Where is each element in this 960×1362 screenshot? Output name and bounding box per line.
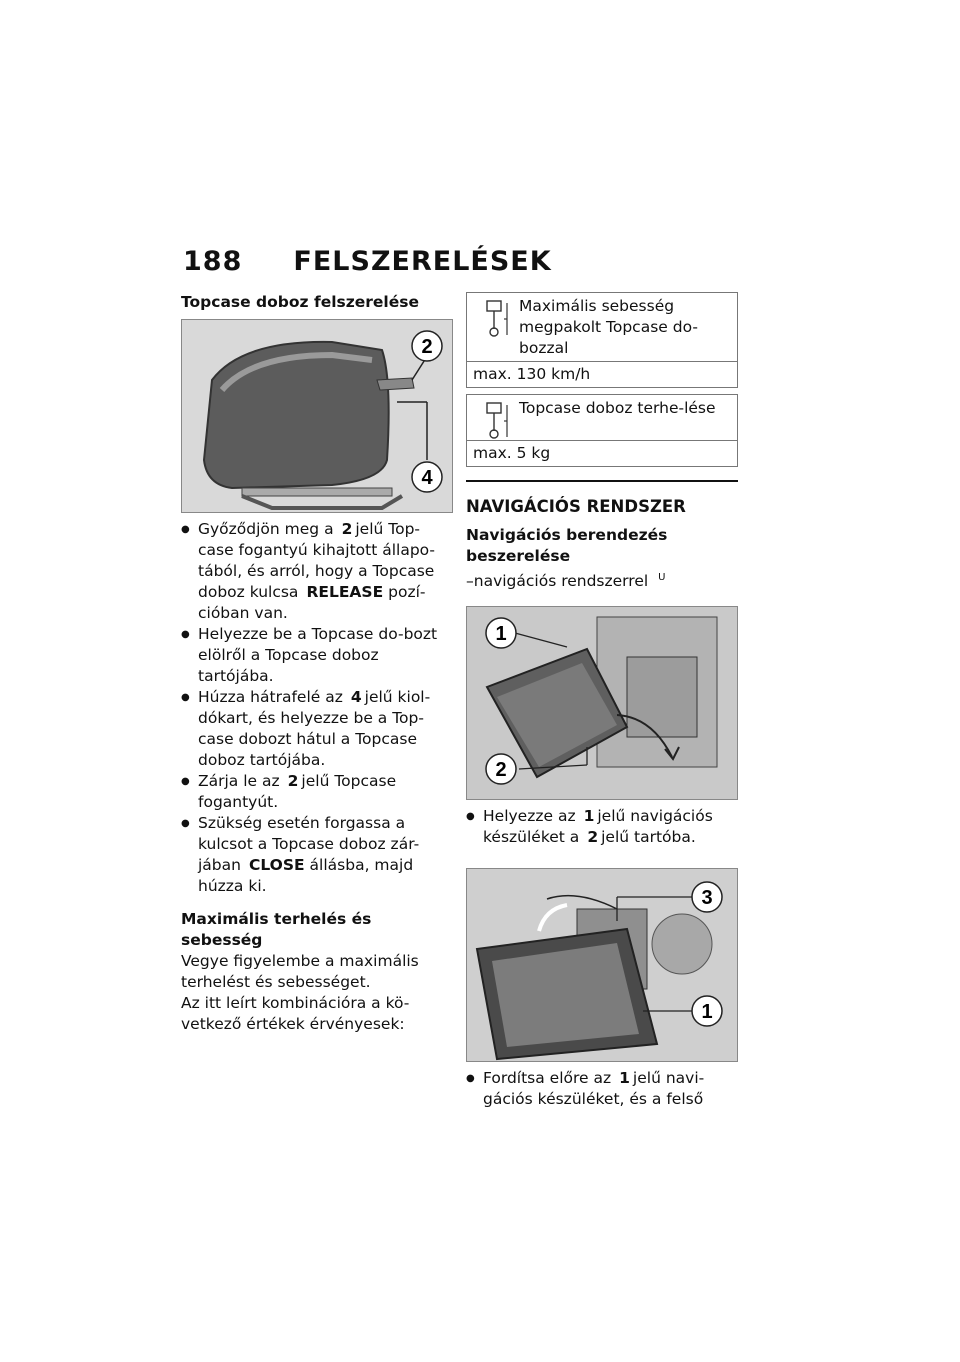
spec-max-speed <box>466 292 738 388</box>
callout-4-label: 4 <box>421 467 433 489</box>
spec-load <box>466 394 738 467</box>
nav-rotate-illustration <box>467 869 737 1061</box>
nav-install-illustration <box>467 607 737 799</box>
left-column <box>181 292 453 1035</box>
page-number: 188 <box>183 246 243 277</box>
piston-icon <box>483 401 509 441</box>
subsection-title-nav-install: Navigációs berendezés beszerelése <box>466 526 668 565</box>
spec-label: Maximális sebesség megpakolt Topcase do-bozzal <box>519 297 698 357</box>
subheading-max-load: Maximális terhelés és sebesség <box>181 910 372 949</box>
spec-value: max. 5 kg <box>467 440 737 466</box>
right-column <box>466 292 738 1110</box>
paragraph-load: Vegye figyelembe a maximális terhelést és sebességet. <box>181 952 419 991</box>
callout-1-label: 1 <box>495 623 507 646</box>
spec-label: Topcase doboz terhe-lése <box>519 399 716 417</box>
list-item: ● Győződjön meg a 2 jelű Top-case fogantyú kihajtott állapo-tából, és arról, hogy a Topcase doboz kulcsa RELEASE pozí-cióban van. <box>181 519 453 624</box>
list-item: ● Zárja le az 2 jelű Topcase fogantyút. <box>181 771 453 813</box>
section-title-navigation: NAVIGÁCIÓS RENDSZER <box>466 480 738 517</box>
list-item: ● Húzza hátrafelé az 4 jelű kiol-dókart, és helyezze be a Top-case dobozt hátul a Topcase doboz tartójába. <box>181 687 453 771</box>
topcase-illustration <box>182 320 452 512</box>
nav-rotate-figure <box>466 868 738 1062</box>
callout-2-label: 2 <box>421 336 433 358</box>
list-item: ● Fordítsa előre az 1 jelű navi-gációs készüléket, és a felső <box>466 1068 738 1110</box>
piston-icon <box>483 299 509 339</box>
callout-2-label: 2 <box>495 759 507 782</box>
callout-3-label: 3 <box>701 887 713 910</box>
list-item: ● Helyezze az 1 jelű navigációs készüléket a 2 jelű tartóba. <box>466 806 738 848</box>
nav-install-figure <box>466 606 738 800</box>
page-header <box>183 246 552 277</box>
nav-rotate-steps <box>466 1068 738 1110</box>
callout-1-label: 1 <box>701 1001 713 1024</box>
paragraph-combination: Az itt leírt kombinációra a kö-vetkező értékek érvényesek: <box>181 994 410 1033</box>
spec-value: max. 130 km/h <box>467 361 737 387</box>
topcase-steps <box>181 519 453 897</box>
nav-install-steps <box>466 806 738 848</box>
chapter-title: FELSZERELÉSEK <box>293 246 552 277</box>
section-title-topcase: Topcase doboz felszerelése <box>181 293 419 311</box>
equipment-note: –navigációs rendszerrel $^U$ <box>466 572 666 591</box>
list-item: ● Helyezze be a Topcase do-bozt elölről a Topcase doboz tartójába. <box>181 624 453 687</box>
topcase-figure <box>181 319 453 513</box>
list-item: ● Szükség esetén forgassa a kulcsot a Topcase doboz zár-jában CLOSE állásba, majd húzza ki. <box>181 813 453 897</box>
